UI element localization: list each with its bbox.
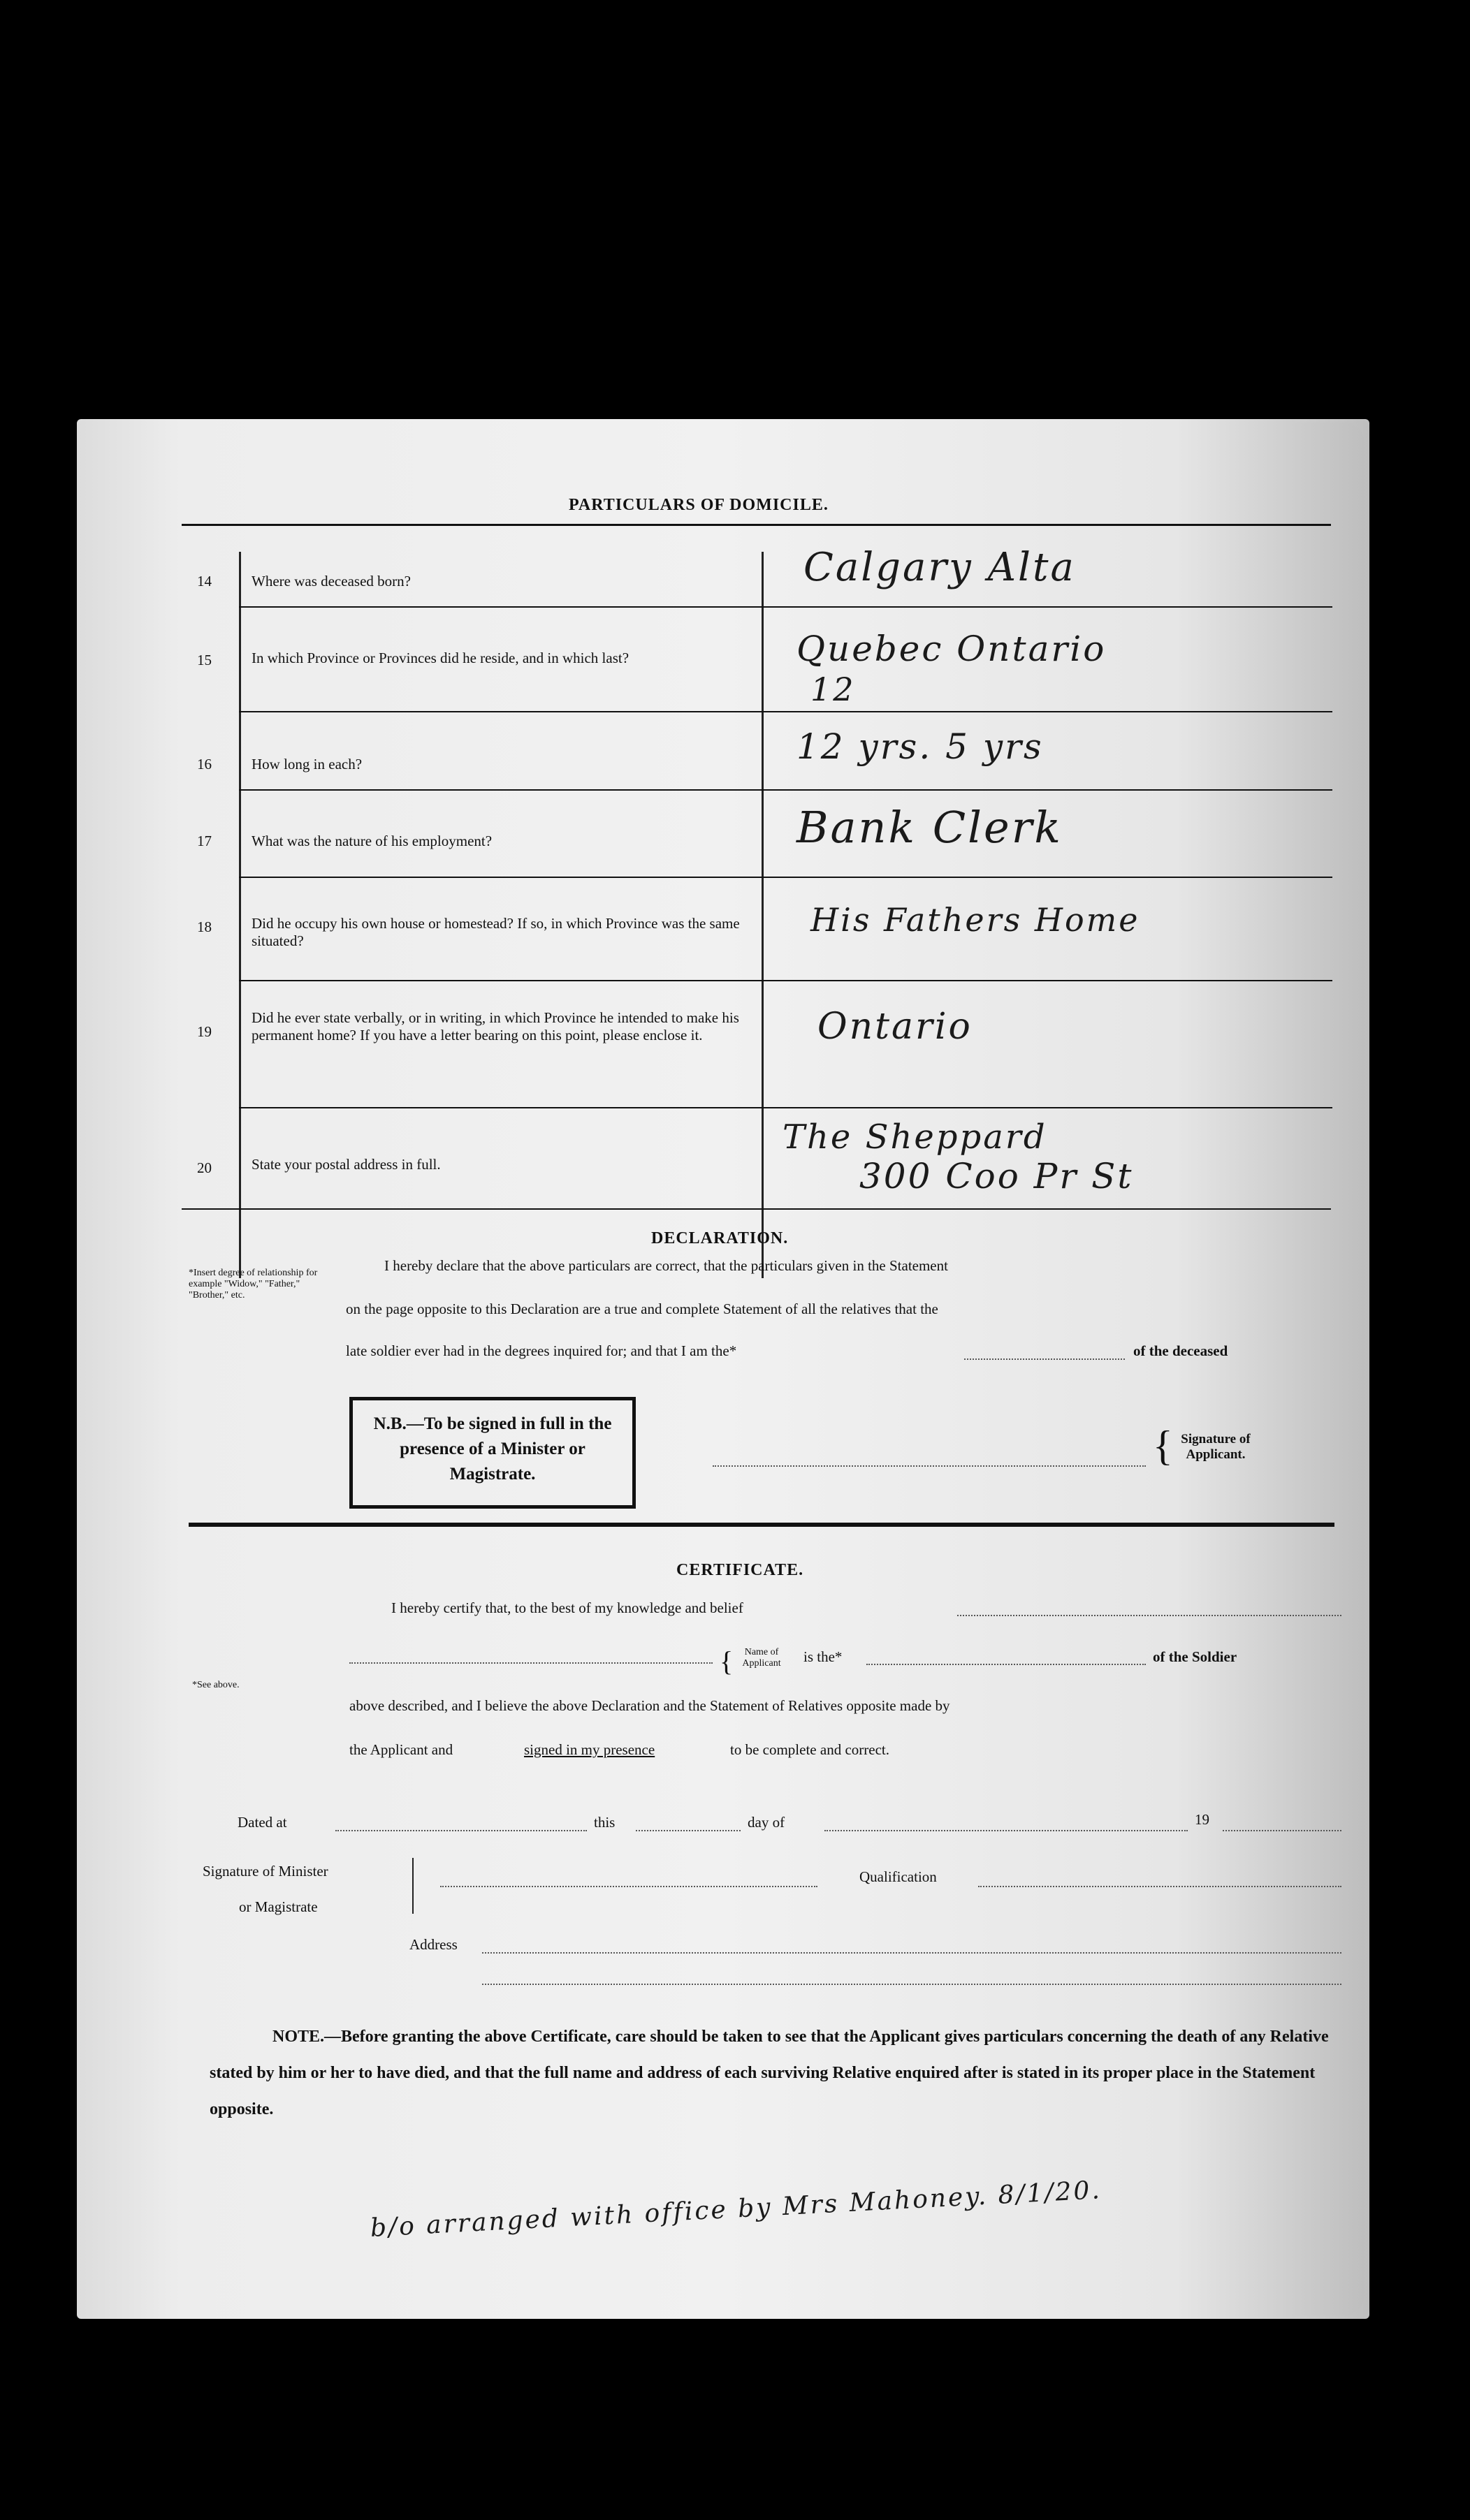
name-of-applicant-label: Name of Applicant (742, 1647, 781, 1669)
certificate-line-4c: to be complete and correct. (730, 1741, 889, 1758)
certificate-line-1: I hereby certify that, to the best of my knowledge and belief (391, 1599, 743, 1616)
rule-top (182, 524, 1331, 526)
address-blank-2 (482, 1984, 1341, 1985)
month-blank (824, 1830, 1188, 1831)
question-provinces: In which Province or Provinces did he reside, and in which last? (252, 650, 630, 666)
question-postal-address: State your postal address in full. (252, 1156, 441, 1173)
brace-line (412, 1858, 414, 1914)
note-text: Before granting the above Certificate, care should be taken to see that the Applicant gives particulars concerning the death of any Relative stated by him or her to have died, and that the full name and address of each surviving Relative enquired after is stated in its proper place in the Statement opposite. (210, 2028, 1329, 2118)
or-magistrate-label: or Magistrate (239, 1898, 318, 1915)
question-permanent-home: Did he ever state verbally, or in writing, in which Province he intended to make his permanent home? If you have a letter bearing on this point, please enclose it. (252, 1009, 739, 1043)
declaration-of-deceased: of the deceased (1133, 1342, 1228, 1359)
day-of-label: day of (748, 1814, 785, 1831)
declaration-heading: DECLARATION. (651, 1229, 789, 1247)
row-number: 17 (197, 833, 212, 849)
row-rule (239, 606, 1332, 608)
answer-postal-address-street: 300 Coo Pr St (859, 1156, 1134, 1196)
row-rule (182, 1208, 1331, 1210)
dated-at-blank (335, 1830, 587, 1831)
row-rule (239, 789, 1332, 791)
of-soldier-label: of the Soldier (1153, 1648, 1237, 1665)
see-above-note: *See above. (192, 1680, 240, 1690)
brace-icon: { (1153, 1423, 1173, 1469)
nb-box (349, 1397, 636, 1509)
year-label: 19 (1195, 1811, 1209, 1828)
answer-postal-address: The Sheppard (783, 1118, 1047, 1157)
year-blank (1223, 1830, 1341, 1831)
minister-signature-blank (440, 1886, 817, 1887)
row-number: 14 (197, 573, 212, 589)
applicant-name-blank (349, 1662, 713, 1664)
domicile-heading: PARTICULARS OF DOMICILE. (569, 496, 829, 514)
answer-provinces-note: 12 (810, 671, 856, 708)
relationship-blank (964, 1358, 1125, 1360)
relationship-side-note: *Insert degree of relationship for example "Widow," "Father," "Brother," etc. (189, 1268, 318, 1301)
signature-minister-label: Signature of Minister (203, 1863, 328, 1880)
declaration-line-3: late soldier ever had in the degrees inquired for; and that I am the* (346, 1342, 737, 1359)
answer-homestead: His Fathers Home (810, 901, 1140, 939)
declaration-line-1: I hereby declare that the above particulars are correct, that the particulars given in the Statement (384, 1257, 948, 1274)
certificate-line-3: above described, and I believe the above Declaration and the Statement of Relatives opposite made by (349, 1697, 950, 1714)
note-lead: NOTE.— (272, 2028, 342, 2046)
applicant-signature-line (713, 1465, 1146, 1467)
row-number: 15 (197, 652, 212, 668)
column-divider-left (239, 552, 241, 1278)
row-rule (239, 1107, 1332, 1108)
certificate-line-4b: signed in my presence (524, 1741, 655, 1758)
row-rule (239, 980, 1332, 981)
row-number: 20 (197, 1159, 212, 1176)
column-divider-right (762, 552, 764, 1278)
brace-icon: { (720, 1646, 734, 1677)
applicant-signature-label: Signature of Applicant. (1181, 1432, 1251, 1462)
declaration-line-2: on the page opposite to this Declaration are a true and complete Statement of all the relatives that the (346, 1301, 938, 1317)
certificate-line-4a: the Applicant and (349, 1741, 453, 1758)
answer-provinces: Quebec Ontario (796, 629, 1107, 669)
answer-permanent-home: Ontario (817, 1006, 973, 1048)
footer-handwritten-note: b/o arranged with office by Mrs Mahoney. 8/1/20. (369, 2176, 1102, 2243)
answer-birthplace: Calgary Alta (803, 545, 1076, 590)
question-birthplace: Where was deceased born? (252, 573, 411, 589)
this-label: this (594, 1814, 616, 1831)
row-rule (239, 877, 1332, 878)
row-number: 16 (197, 756, 212, 772)
belief-blank (957, 1615, 1341, 1616)
row-rule (239, 711, 1332, 712)
nb-box-text: N.B.—To be signed in full in the presence of a Minister or Magistrate. (373, 1414, 612, 1484)
answer-duration: 12 yrs. 5 yrs (796, 726, 1044, 767)
document-page (77, 419, 1369, 2319)
relationship-blank-certificate (866, 1664, 1146, 1665)
question-duration: How long in each? (252, 756, 363, 772)
answer-employment: Bank Clerk (796, 802, 1063, 853)
certificate-heading: CERTIFICATE. (676, 1561, 804, 1579)
address-label: Address (409, 1936, 458, 1953)
question-homestead: Did he occupy his own house or homestead? If so, in which Province was the same situated? (252, 915, 740, 949)
note-paragraph (210, 2019, 1348, 2127)
qualification-label: Qualification (859, 1868, 937, 1885)
day-blank (636, 1830, 741, 1831)
is-the-label: is the* (803, 1648, 843, 1665)
row-number: 19 (197, 1023, 212, 1040)
address-blank (482, 1952, 1341, 1954)
row-number: 18 (197, 918, 212, 935)
question-employment: What was the nature of his employment? (252, 833, 493, 849)
qualification-blank (978, 1886, 1341, 1887)
section-rule-thick (189, 1523, 1334, 1527)
dated-at-label: Dated at (238, 1814, 287, 1831)
